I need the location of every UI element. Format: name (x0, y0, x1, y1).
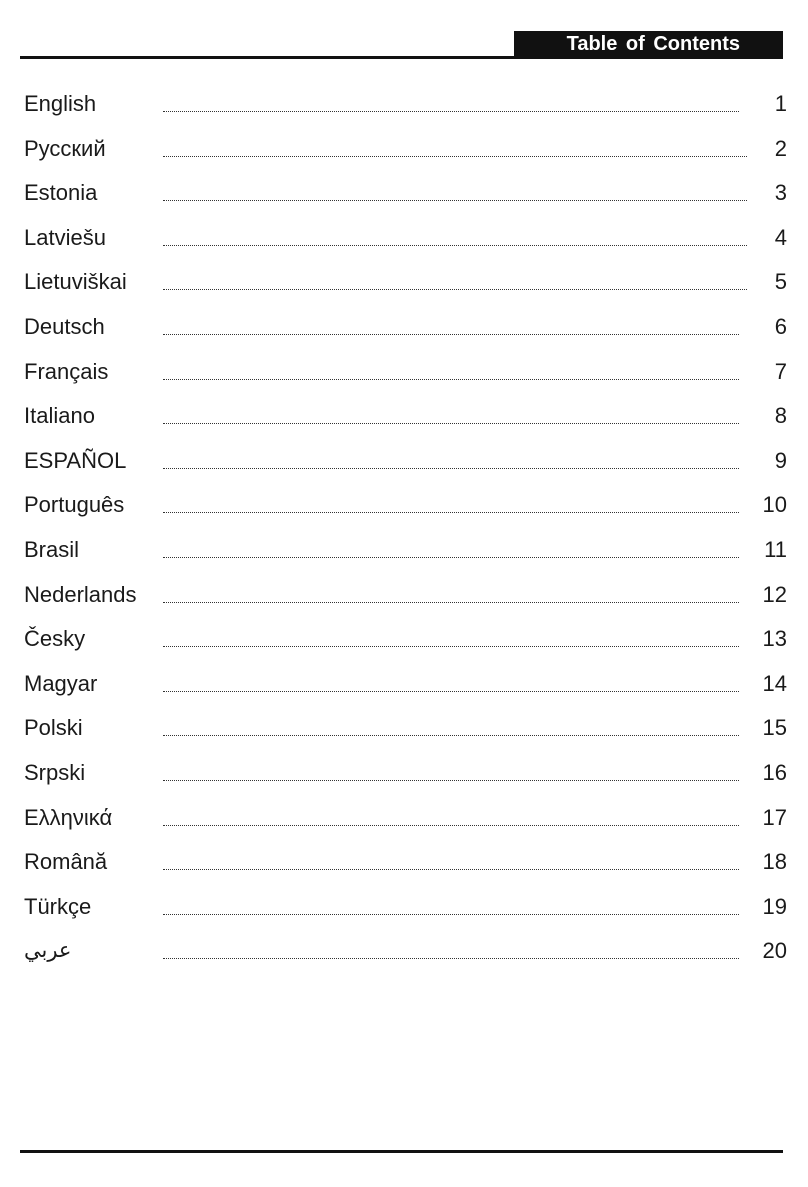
toc-entry-label: English (24, 91, 97, 116)
toc-entry-label: عربي (24, 939, 72, 963)
toc-entry-page: 4 (774, 224, 787, 250)
toc-entry-page: 7 (774, 358, 787, 384)
toc-entry-greek[interactable] (0, 796, 808, 841)
toc-entry-label: Nederlands (24, 581, 137, 607)
dot-leader (163, 379, 739, 380)
toc-entry-label: Česky (24, 626, 86, 652)
toc-entry-label: Srpski (24, 759, 86, 785)
section-title: Table of Contents (566, 33, 740, 55)
toc-entry-page: 17 (762, 804, 787, 830)
dot-leader (163, 646, 739, 647)
dot-leader (163, 512, 739, 513)
dot-leader (163, 825, 739, 826)
dot-leader (163, 245, 747, 246)
toc-entry-page: 18 (762, 849, 787, 875)
toc-entry-label: Brasil (24, 536, 80, 562)
toc-entry-page: 12 (762, 581, 787, 607)
dot-leader (163, 200, 747, 201)
toc-entry-page: 8 (774, 403, 787, 429)
section-title-bar (514, 31, 783, 57)
toc-entry-page: 11 (764, 536, 787, 562)
dot-leader (163, 602, 739, 603)
toc-entry-label: Français (24, 358, 109, 384)
toc-entry-page: 2 (774, 135, 787, 161)
toc-entry-label: Русский (24, 135, 106, 161)
dot-leader (163, 914, 739, 915)
toc-entry-russian[interactable] (0, 127, 808, 172)
dot-leader (163, 334, 739, 335)
dot-leader (163, 468, 739, 469)
footer-divider (20, 1150, 783, 1153)
dot-leader (163, 780, 739, 781)
toc-entry-label: Türkçe (24, 893, 92, 919)
toc-entry-brazilian[interactable] (0, 528, 808, 573)
toc-entry-page: 13 (762, 626, 787, 652)
header-divider (20, 56, 783, 59)
dot-leader (163, 289, 747, 290)
toc-entry-page: 9 (774, 447, 787, 473)
toc-entry-page: 3 (774, 180, 787, 206)
toc-entry-estonian[interactable] (0, 171, 808, 216)
toc-entry-romanian[interactable] (0, 840, 808, 885)
toc-entry-label: Português (24, 492, 125, 518)
toc-entry-dutch[interactable] (0, 573, 808, 618)
toc-entry-hungarian[interactable] (0, 662, 808, 707)
toc-entry-page: 16 (762, 759, 787, 785)
dot-leader (163, 691, 739, 692)
toc-entry-page: 20 (762, 938, 787, 964)
toc-entry-label: Italiano (24, 403, 95, 429)
toc-entry-label: Polski (24, 715, 83, 741)
table-of-contents (0, 82, 808, 974)
toc-entry-turkish[interactable] (0, 885, 808, 930)
toc-entry-page: 6 (774, 313, 787, 339)
toc-entry-french[interactable] (0, 350, 808, 395)
toc-entry-page: 10 (762, 492, 787, 518)
toc-entry-label: Latviešu (24, 224, 106, 250)
toc-entry-portuguese[interactable] (0, 483, 808, 528)
dot-leader (163, 423, 739, 424)
toc-entry-label: Lietuviškai (24, 269, 127, 295)
dot-leader (163, 111, 739, 112)
toc-entry-label: Deutsch (24, 313, 105, 339)
toc-entry-label: Română (24, 849, 108, 875)
toc-entry-italian[interactable] (0, 394, 808, 439)
toc-entry-spanish[interactable] (0, 439, 808, 484)
toc-entry-page: 1 (774, 91, 787, 116)
toc-entry-page: 15 (762, 715, 787, 741)
toc-entry-label: Magyar (24, 670, 98, 696)
toc-entry-polish[interactable] (0, 706, 808, 751)
toc-entry-czech[interactable] (0, 617, 808, 662)
toc-entry-arabic[interactable] (0, 929, 808, 974)
toc-entry-latvian[interactable] (0, 216, 808, 261)
dot-leader (163, 958, 739, 959)
toc-entry-page: 19 (762, 893, 787, 919)
toc-entry-german[interactable] (0, 305, 808, 350)
dot-leader (163, 156, 747, 157)
toc-entry-page: 5 (774, 269, 787, 295)
toc-entry-lithuanian[interactable] (0, 260, 808, 305)
toc-entry-label: Ελληνικά (24, 804, 113, 830)
toc-entry-label: Estonia (24, 180, 98, 206)
toc-entry-serbian[interactable] (0, 751, 808, 796)
dot-leader (163, 557, 739, 558)
dot-leader (163, 735, 739, 736)
toc-entry-label: ESPAÑOL (24, 447, 127, 473)
toc-entry-english[interactable] (0, 82, 808, 127)
toc-entry-page: 14 (762, 670, 787, 696)
dot-leader (163, 869, 739, 870)
